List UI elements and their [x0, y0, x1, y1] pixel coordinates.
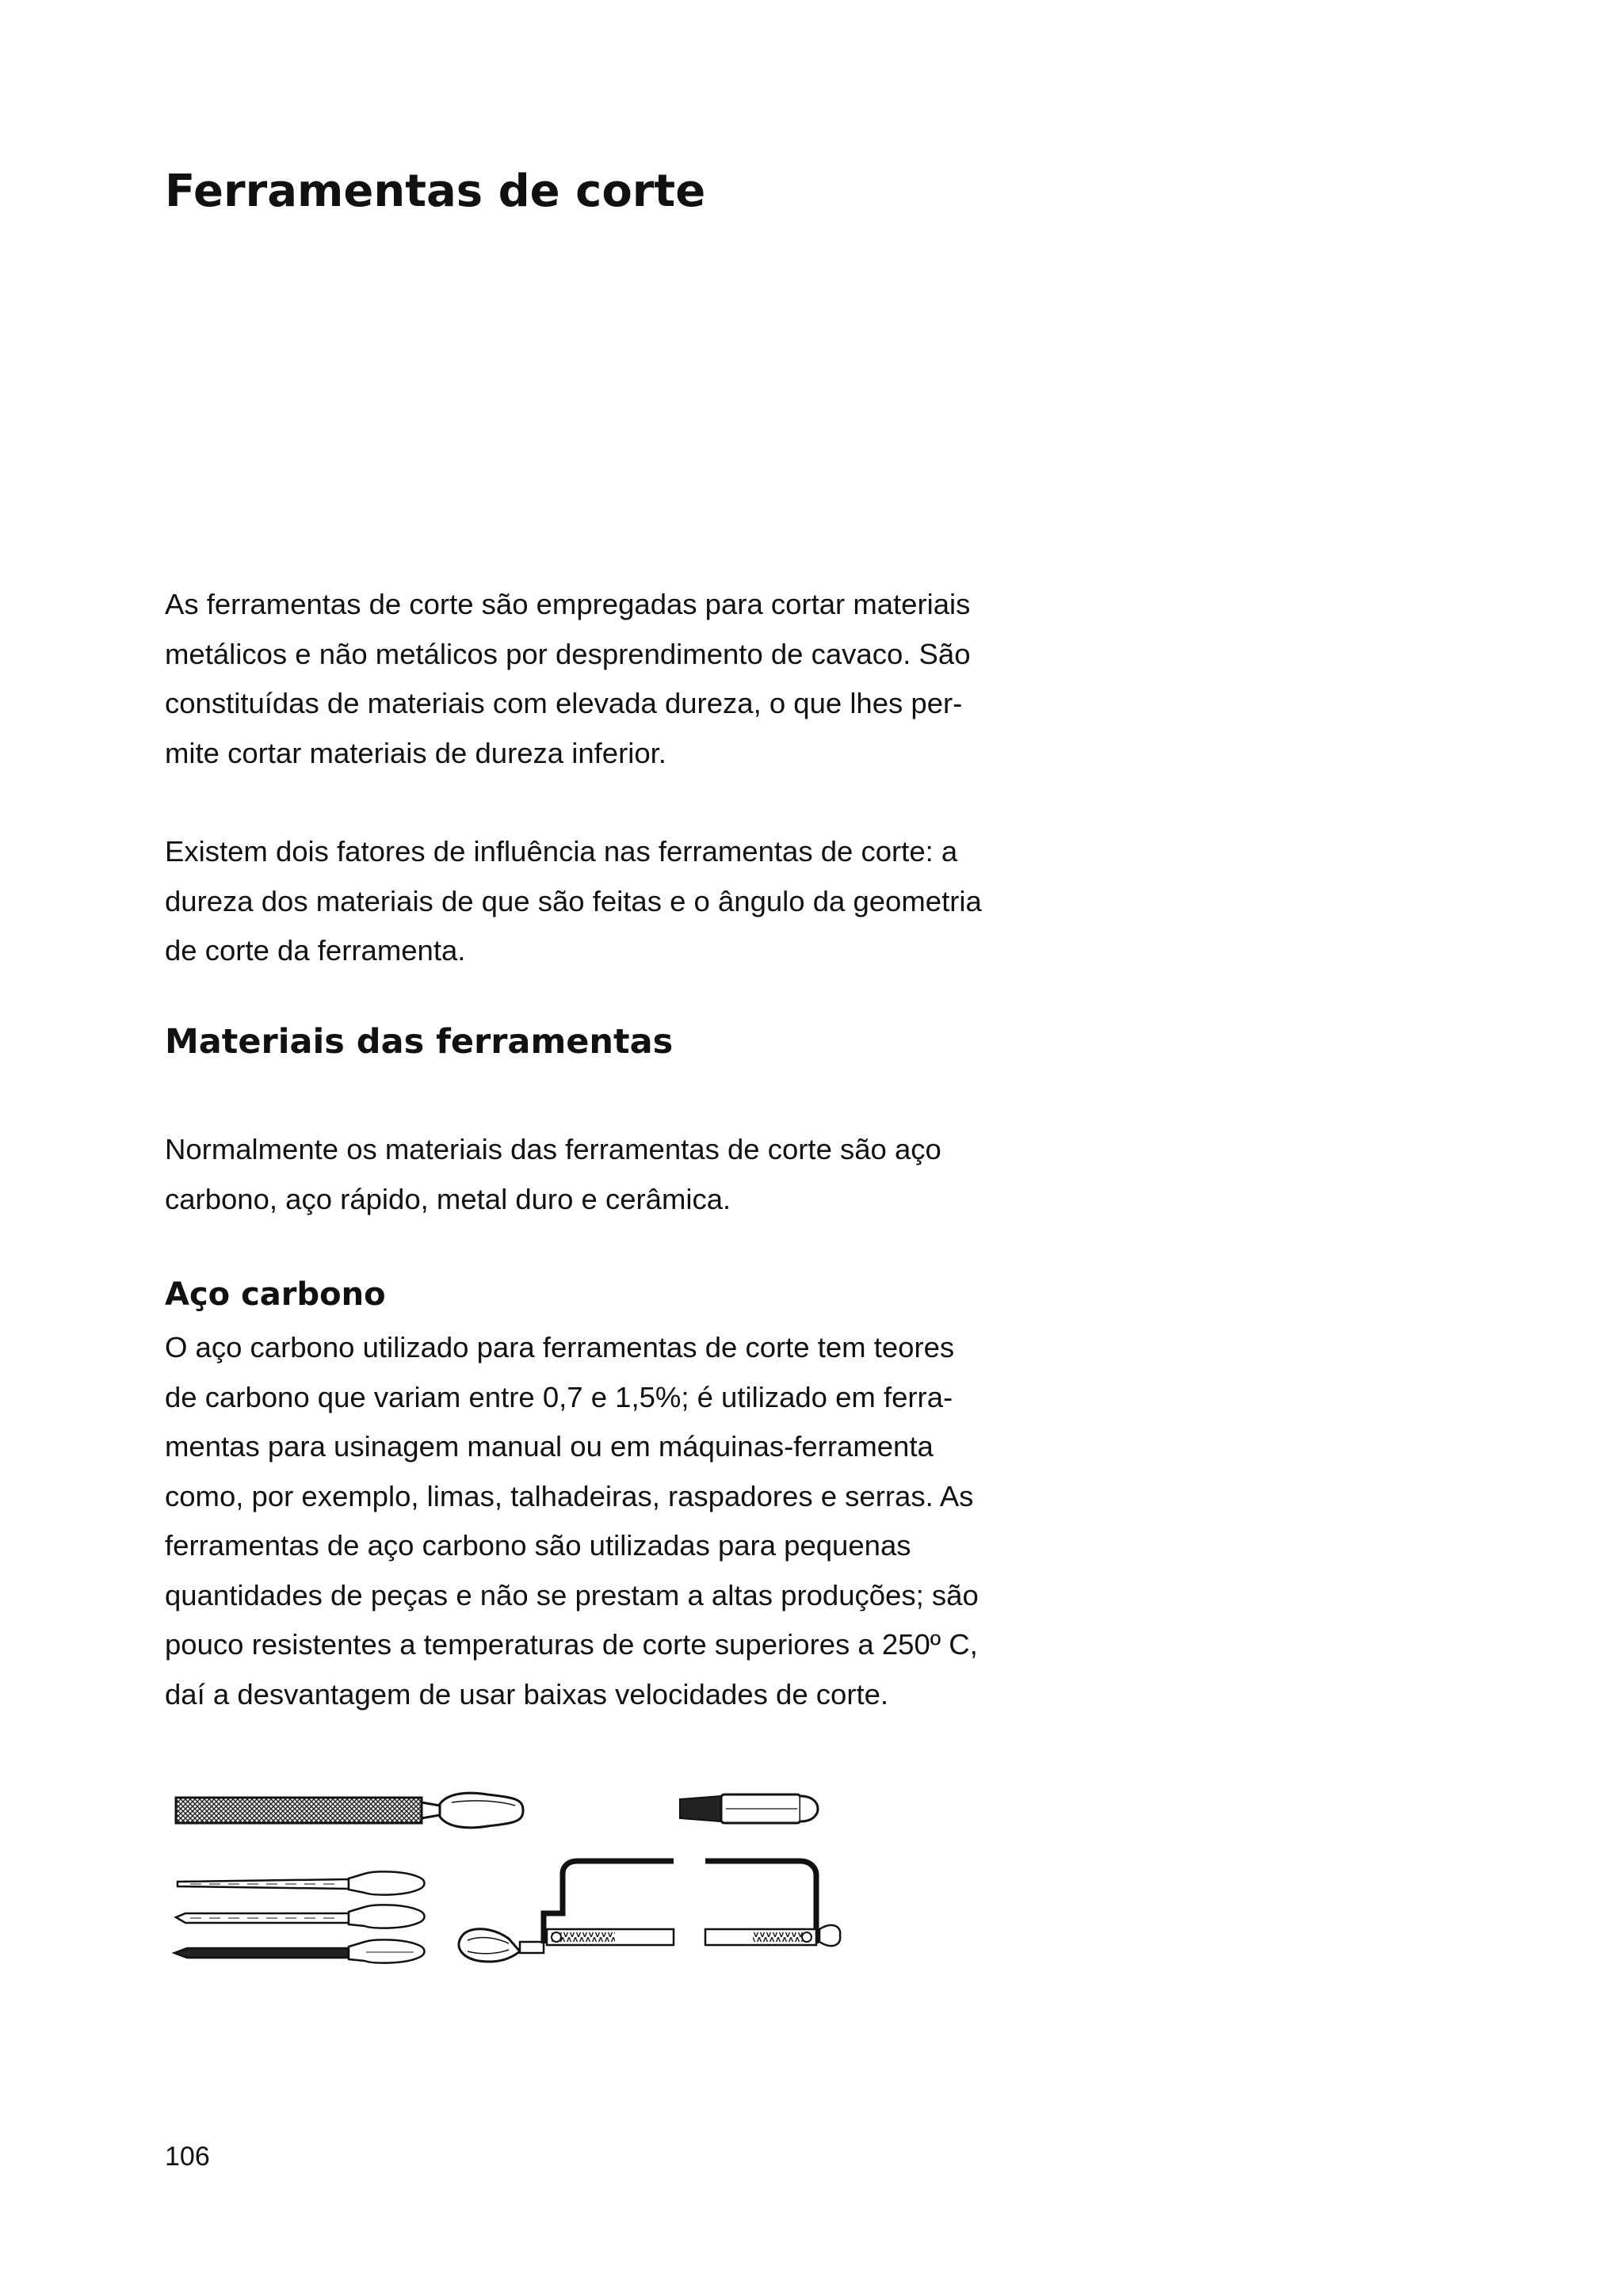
text-line: como, por exemplo, limas, talhadeiras, raspadores e serras. As — [165, 1479, 974, 1512]
text-line: metálicos e não metálicos por desprendimento de cavaco. São — [165, 637, 971, 670]
text-line: pouco resistentes a temperaturas de corte superiores a 250º C, — [165, 1628, 978, 1661]
text-line: constituídas de materiais com elevada dureza, o que lhes per- — [165, 687, 963, 719]
text-line: dureza dos materiais de que são feitas e o ângulo da geometria — [165, 884, 982, 917]
section-heading-materials: Materiais das ferramentas — [165, 1022, 674, 1062]
page-title: Ferramentas de corte — [165, 166, 706, 217]
factors-paragraph — [165, 827, 1068, 976]
text-line: carbono, aço rápido, metal duro e cerâmica. — [165, 1182, 731, 1215]
text-line: mentas para usinagem manual ou em máquinas-ferramenta — [165, 1430, 934, 1463]
text-line: de corte da ferramenta. — [165, 934, 466, 967]
text-line: Existem dois fatores de influência nas ferramentas de corte: a — [165, 835, 958, 868]
text-line: daí a desvantagem de usar baixas velocidades de corte. — [165, 1677, 889, 1711]
carbon-steel-paragraph — [165, 1323, 1068, 1719]
materials-paragraph — [165, 1125, 1068, 1224]
text-line: Normalmente os materiais das ferramentas de corte são aço — [165, 1133, 941, 1165]
scrapers-icon — [174, 1871, 425, 1962]
text-line: As ferramentas de corte são empregadas para cortar materiais — [165, 588, 971, 620]
text-line: de carbono que variam entre 0,7 e 1,5%; é utilizado em ferra- — [165, 1380, 953, 1413]
text-line: mite cortar materiais de dureza inferior. — [165, 736, 666, 769]
text-line: quantidades de peças e não se prestam a altas produções; são — [165, 1578, 979, 1611]
chisel-icon — [680, 1794, 818, 1823]
file-icon — [176, 1793, 523, 1828]
section-heading-carbon-steel: Aço carbono — [165, 1276, 386, 1313]
tools-illustration — [166, 1771, 872, 1993]
intro-paragraph — [165, 580, 1068, 778]
hacksaw-icon — [459, 1861, 840, 1962]
text-line: O aço carbono utilizado para ferramentas de corte tem teores — [165, 1331, 955, 1363]
page-number: 106 — [165, 2142, 210, 2172]
text-line: ferramentas de aço carbono são utilizadas para pequenas — [165, 1529, 911, 1562]
